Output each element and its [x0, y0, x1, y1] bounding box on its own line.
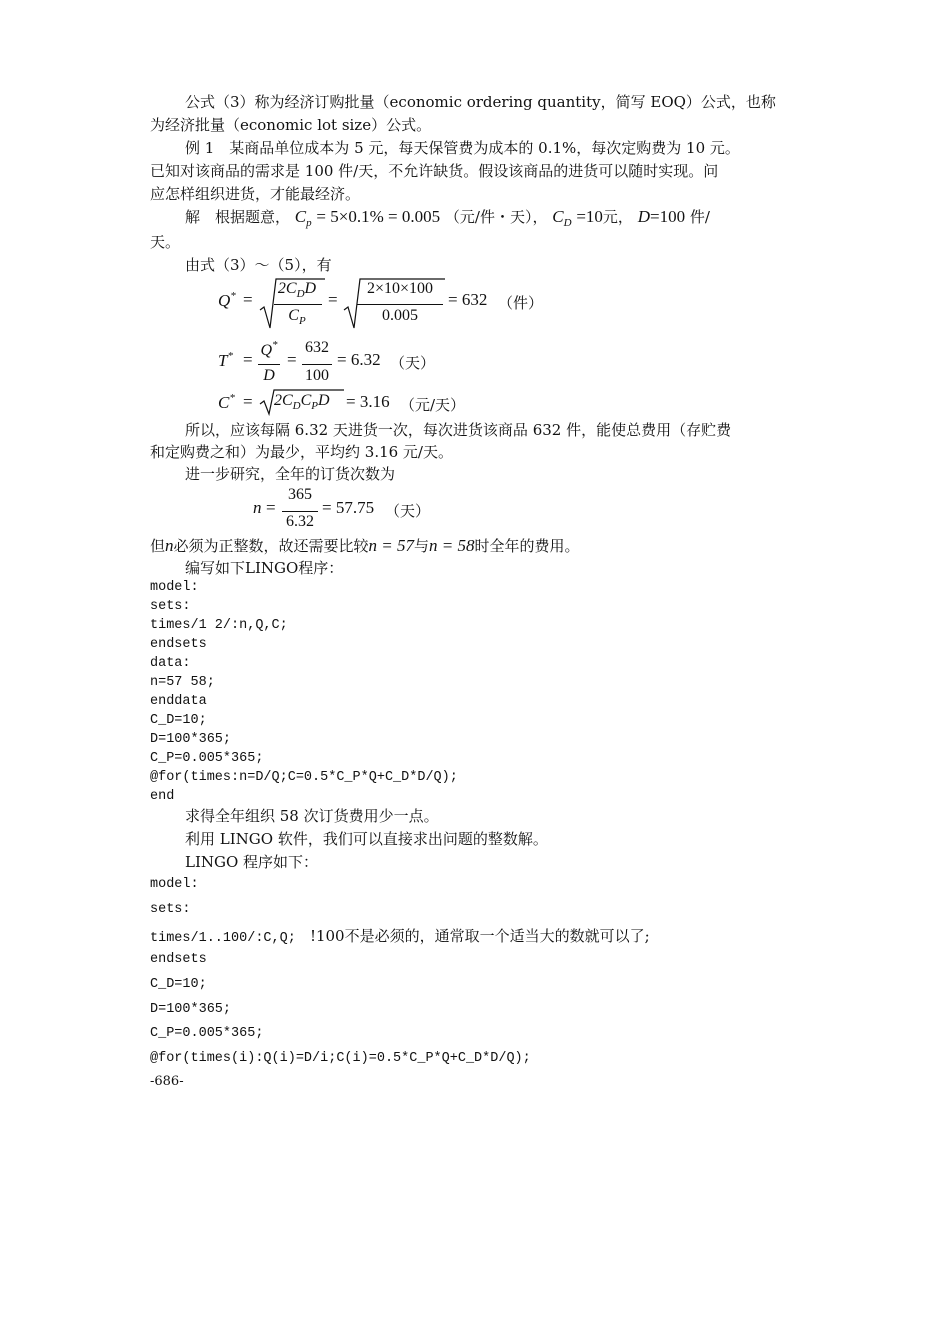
q-denominator-numeric: 0.005	[382, 307, 418, 324]
further-study-text: 进一步研究，全年的订货次数为	[185, 465, 396, 483]
code-line: D=100*365;	[150, 732, 232, 747]
code-line: model:	[150, 580, 199, 595]
example-1-line1: 例 1 某商品单位成本为 5 元，每天保管费为成本的 0.1%，每次定购费为 10 元。	[185, 139, 740, 157]
lingo-program-label: LINGO 程序如下：	[185, 853, 319, 871]
code-line: C_P=0.005*365;	[150, 751, 264, 766]
text-fragment: 与	[414, 537, 430, 555]
t-numerator: 632	[305, 339, 329, 356]
integer-note	[150, 536, 580, 556]
code-line: @for(times(i):Q(i)=D/i;C(i)=0.5*C_P*Q+C_D*D/Q);	[150, 1051, 531, 1066]
write-program-text: 编写如下LINGO程序：	[185, 559, 344, 577]
text-fragment: 必须为正整数，故还需要比较	[173, 537, 369, 555]
example-1-line3: 应怎样组织进货，才能最经济。	[150, 185, 361, 203]
t-unit: （天）	[390, 354, 436, 372]
result-text: 求得全年组织 58 次订货费用少一点。	[185, 807, 439, 825]
n-denominator: 6.32	[286, 513, 314, 530]
code-line: data:	[150, 656, 191, 671]
code-comment: !100不是必须的，通常取一个适当大的数就可以了;	[309, 927, 650, 945]
code-text: times/1..100/:C,Q;	[150, 931, 296, 946]
n57: n = 57	[368, 536, 415, 555]
q-unit: （件）	[498, 294, 544, 312]
code-line: endsets	[150, 637, 207, 652]
code-line: n=57 58;	[150, 675, 215, 690]
code-line	[150, 926, 650, 949]
c-result: = 3.16	[346, 392, 390, 411]
cp-symbol: $C_p$	[294, 207, 312, 229]
text-fragment: 但	[150, 537, 166, 555]
code-line: endsets	[150, 952, 207, 967]
q-numerator-numeric: 2×10×100	[366, 280, 434, 297]
n-symbol: n	[165, 536, 174, 555]
code-line: D=100*365;	[150, 1002, 232, 1017]
cp-value: = 5×0.1% = 0.005	[316, 207, 441, 226]
n-numerator: 365	[288, 486, 312, 503]
code-line: C_P=0.005*365;	[150, 1026, 264, 1041]
code-line: sets:	[150, 902, 191, 917]
q-numerator-symbolic: $2C_DD$	[277, 280, 317, 300]
cd-unit: 元，	[602, 208, 633, 226]
cd-value: =10	[576, 207, 603, 226]
code-line: end	[150, 789, 175, 804]
text-fragment: 时全年的费用。	[474, 537, 580, 555]
solution-line-wrap: 天。	[150, 233, 181, 251]
code-line: enddata	[150, 694, 207, 709]
cd-symbol: $C_D$	[552, 207, 572, 229]
paragraph-eoq-line1: 公式（3）称为经济订购批量（economic ordering quantity，简写 EOQ）公式，也称	[185, 93, 776, 111]
code-line: C_D=10;	[150, 713, 207, 728]
cp-unit: （元/件・天），	[444, 208, 548, 226]
paragraph-eoq-line2: 为经济批量（economic lot size）公式。	[150, 116, 432, 134]
conclusion-line1: 所以，应该每隔 6.32 天进货一次，每次进货该商品 632 件，能使总费用（存贮费	[185, 421, 732, 439]
solution-line	[185, 207, 710, 233]
d-value: =100	[649, 207, 686, 226]
code-line: model:	[150, 877, 199, 892]
code-line: C_D=10;	[150, 977, 207, 992]
conclusion-line2: 和定购费之和）为最少，平均约 3.16 元/天。	[150, 443, 453, 461]
solution-intro: 解 根据题意，	[185, 208, 291, 226]
t-result: = 6.32	[337, 350, 381, 369]
example-1-line2: 已知对该商品的需求是 100 件/天，不允许缺货。假设该商品的进货可以随时实现。问	[150, 162, 719, 180]
d-unit: 件/	[689, 208, 710, 226]
n-result: = 57.75	[322, 498, 375, 517]
code-line: times/1 2/:n,Q,C;	[150, 618, 288, 633]
use-lingo-text: 利用 LINGO 软件，我们可以直接求出问题的整数解。	[185, 830, 548, 848]
code-line: @for(times:n=D/Q;C=0.5*C_P*Q+C_D*D/Q);	[150, 770, 458, 785]
code-line: sets:	[150, 599, 191, 614]
page-number: -686-	[150, 1074, 184, 1089]
from-formulas-text: 由式（3）～（5），有	[185, 256, 332, 274]
t-denominator: 100	[305, 367, 329, 384]
d-symbol: D	[637, 207, 650, 226]
q-denominator-symbolic: $C_P$	[288, 307, 306, 327]
n-unit: （天）	[385, 502, 431, 520]
q-result: = 632	[448, 290, 488, 309]
c-unit: （元/天）	[400, 396, 466, 414]
n58: n = 58	[429, 536, 475, 555]
